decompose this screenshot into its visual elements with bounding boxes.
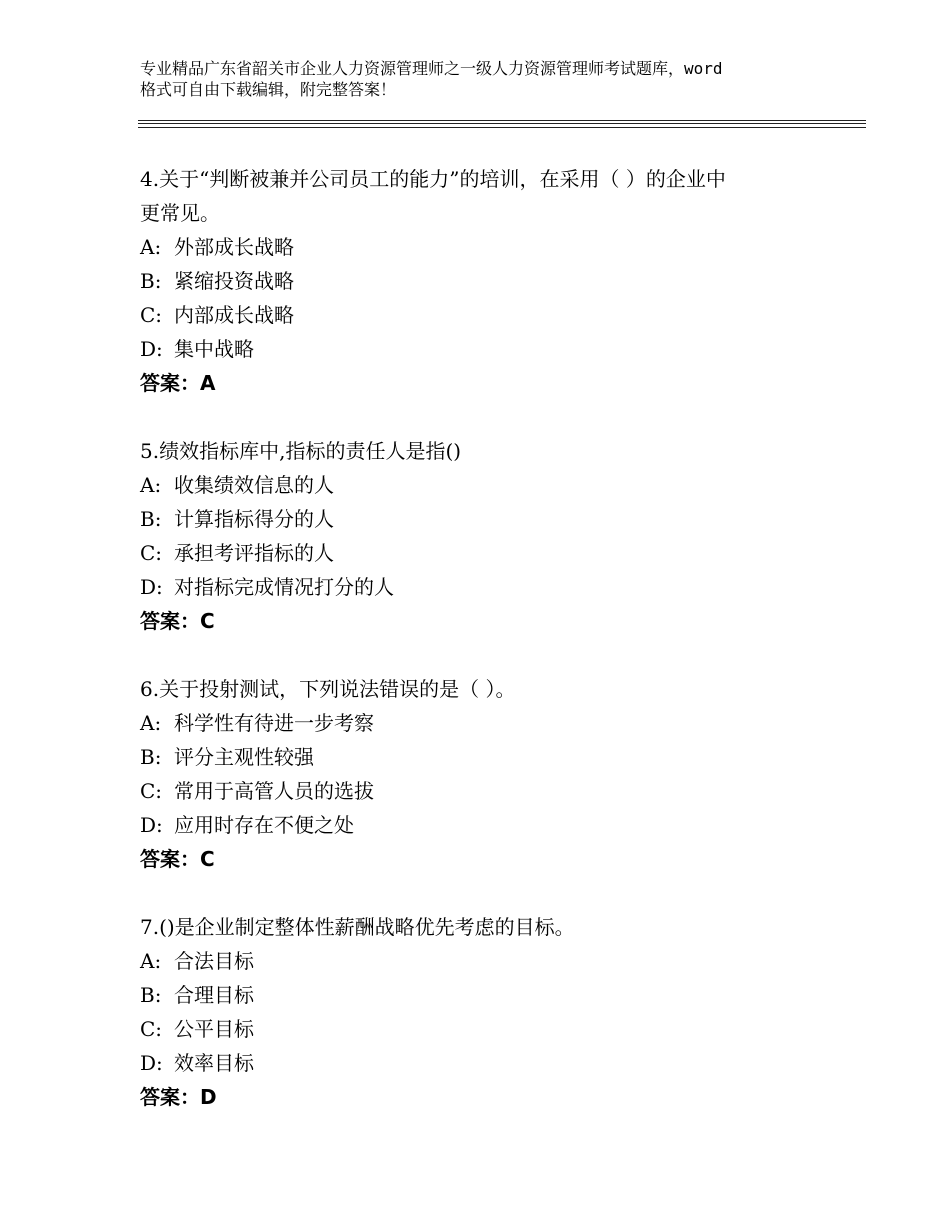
option-letter: D:	[140, 1051, 163, 1075]
option-letter: A:	[140, 235, 162, 259]
option-letter: B:	[140, 983, 162, 1007]
question-5	[140, 434, 820, 638]
option-text: 集中战略	[174, 337, 254, 361]
option-letter: A:	[140, 473, 162, 497]
option-d	[140, 332, 820, 366]
document-header	[140, 58, 840, 100]
option-c	[140, 774, 820, 808]
question-stem-line: 5.绩效指标库中,指标的责任人是指()	[140, 439, 462, 463]
option-text: 收集绩效信息的人	[174, 473, 334, 497]
question-stem-line: 4.关于“判断被兼并公司员工的能力”的培训，在采用（ ）的企业中	[140, 167, 726, 191]
option-c	[140, 298, 820, 332]
option-d	[140, 808, 820, 842]
option-text: 外部成长战略	[174, 235, 294, 259]
option-text: 内部成长战略	[174, 303, 294, 327]
option-letter: A:	[140, 711, 162, 735]
option-text: 科学性有待进一步考察	[174, 711, 374, 735]
option-b	[140, 740, 820, 774]
question-stem	[140, 672, 820, 706]
option-c	[140, 1012, 820, 1046]
question-4	[140, 162, 820, 400]
option-d	[140, 570, 820, 604]
question-stem-line: 6.关于投射测试，下列说法错误的是（ ）。	[140, 677, 516, 701]
option-c	[140, 536, 820, 570]
option-a	[140, 230, 820, 264]
question-stem-line: 更常见。	[140, 201, 220, 225]
option-letter: C:	[140, 1017, 163, 1041]
header-line-2: 格式可自由下载编辑，附完整答案！	[140, 80, 397, 99]
option-letter: B:	[140, 745, 162, 769]
option-letter: A:	[140, 949, 162, 973]
option-letter: C:	[140, 303, 163, 327]
header-divider-top	[138, 120, 866, 121]
question-7	[140, 910, 820, 1114]
header-divider-middle	[138, 123, 866, 124]
option-a	[140, 468, 820, 502]
option-b	[140, 264, 820, 298]
question-list	[140, 162, 820, 1148]
question-stem-line: 7.()是企业制定整体性薪酬战略优先考虑的目标。	[140, 915, 575, 939]
option-text: 承担考评指标的人	[174, 541, 334, 565]
option-letter: B:	[140, 507, 162, 531]
option-text: 效率目标	[174, 1051, 254, 1075]
option-text: 合法目标	[174, 949, 254, 973]
question-stem	[140, 162, 820, 230]
option-text: 合理目标	[174, 983, 254, 1007]
answer-label: 答案：A	[140, 371, 216, 395]
question-stem	[140, 434, 820, 468]
option-d	[140, 1046, 820, 1080]
option-b	[140, 978, 820, 1012]
option-letter: D:	[140, 575, 163, 599]
option-letter: B:	[140, 269, 162, 293]
option-letter: D:	[140, 813, 163, 837]
option-a	[140, 706, 820, 740]
question-6	[140, 672, 820, 876]
option-b	[140, 502, 820, 536]
header-divider-bottom	[138, 127, 866, 128]
option-text: 公平目标	[174, 1017, 254, 1041]
option-text: 常用于高管人员的选拔	[174, 779, 374, 803]
answer-label: 答案：D	[140, 1085, 217, 1109]
option-text: 对指标完成情况打分的人	[174, 575, 394, 599]
option-text: 计算指标得分的人	[174, 507, 334, 531]
option-letter: C:	[140, 541, 163, 565]
option-letter: C:	[140, 779, 163, 803]
question-stem	[140, 910, 820, 944]
option-text: 评分主观性较强	[174, 745, 314, 769]
option-text: 紧缩投资战略	[174, 269, 294, 293]
header-line-1: 专业精品广东省韶关市企业人力资源管理师之一级人力资源管理师考试题库，word	[140, 59, 723, 78]
answer-label: 答案：C	[140, 847, 215, 871]
option-text: 应用时存在不便之处	[174, 813, 354, 837]
answer-label: 答案：C	[140, 609, 215, 633]
option-letter: D:	[140, 337, 163, 361]
option-a	[140, 944, 820, 978]
